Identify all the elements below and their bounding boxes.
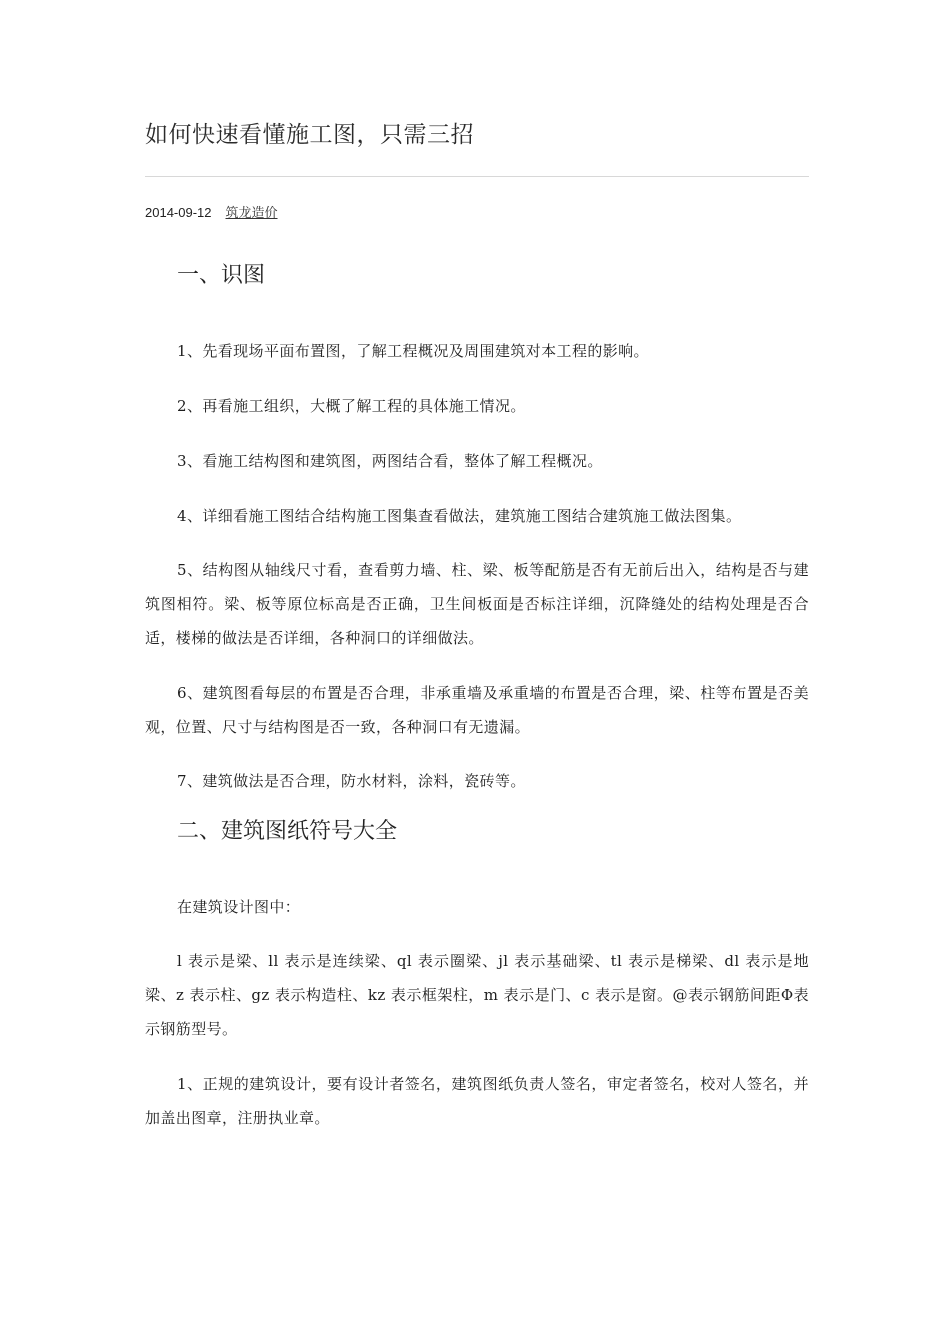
section-heading-symbols: 二、建筑图纸符号大全 (177, 819, 398, 844)
symbols-intro: 在建筑设计图中： (177, 898, 301, 916)
list-item: 6、建筑图看每层的布置是否合理，非承重墙及承重墙的布置是否合理，梁、柱等布置是否美观，位置、尺寸与结构图是否一致，各种洞口有无遗漏。 (145, 684, 809, 736)
section-heading-reading-drawings: 一、识图 (177, 263, 266, 288)
author-link[interactable]: 筑龙造价 (225, 206, 278, 221)
list-item: 1、正规的建筑设计，要有设计者签名，建筑图纸负责人签名，审定者签名，校对人签名，并加盖出图章，注册执业章。 (145, 1075, 809, 1127)
publish-date: 2014-09-12 (145, 205, 212, 220)
title-divider (145, 176, 809, 177)
list-item: 1、先看现场平面布置图，了解工程概况及周围建筑对本工程的影响。 (177, 342, 649, 360)
list-item: 4、详细看施工图结合结构施工图集查看做法，建筑施工图结合建筑施工做法图集。 (177, 507, 742, 525)
list-item: 2、再看施工组织，大概了解工程的具体施工情况。 (177, 397, 526, 415)
list-item: 7、建筑做法是否合理，防水材料，涂料，瓷砖等。 (177, 772, 526, 790)
article-meta (145, 203, 278, 224)
article-title: 如何快速看懂施工图，只需三招 (145, 122, 474, 148)
symbols-list: l 表示是梁、ll 表示是连续梁、ql 表示圈梁、jl 表示基础梁、tl 表示是梯梁、dl 表示是地梁、z 表示柱、gz 表示构造柱、kz 表示框架柱，m 表示是门、c 表示是窗。@表示钢筋间距Φ表示钢筋型号。 (145, 952, 809, 1038)
list-item: 5、结构图从轴线尺寸看，查看剪力墙、柱、梁、板等配筋是否有无前后出入，结构是否与建筑图相符。梁、板等原位标高是否正确，卫生间板面是否标注详细，沉降缝处的结构处理是否合适，楼梯的做法是否详细，各种洞口的详细做法。 (145, 561, 809, 647)
list-item: 3、看施工结构图和建筑图，两图结合看，整体了解工程概况。 (177, 452, 603, 470)
